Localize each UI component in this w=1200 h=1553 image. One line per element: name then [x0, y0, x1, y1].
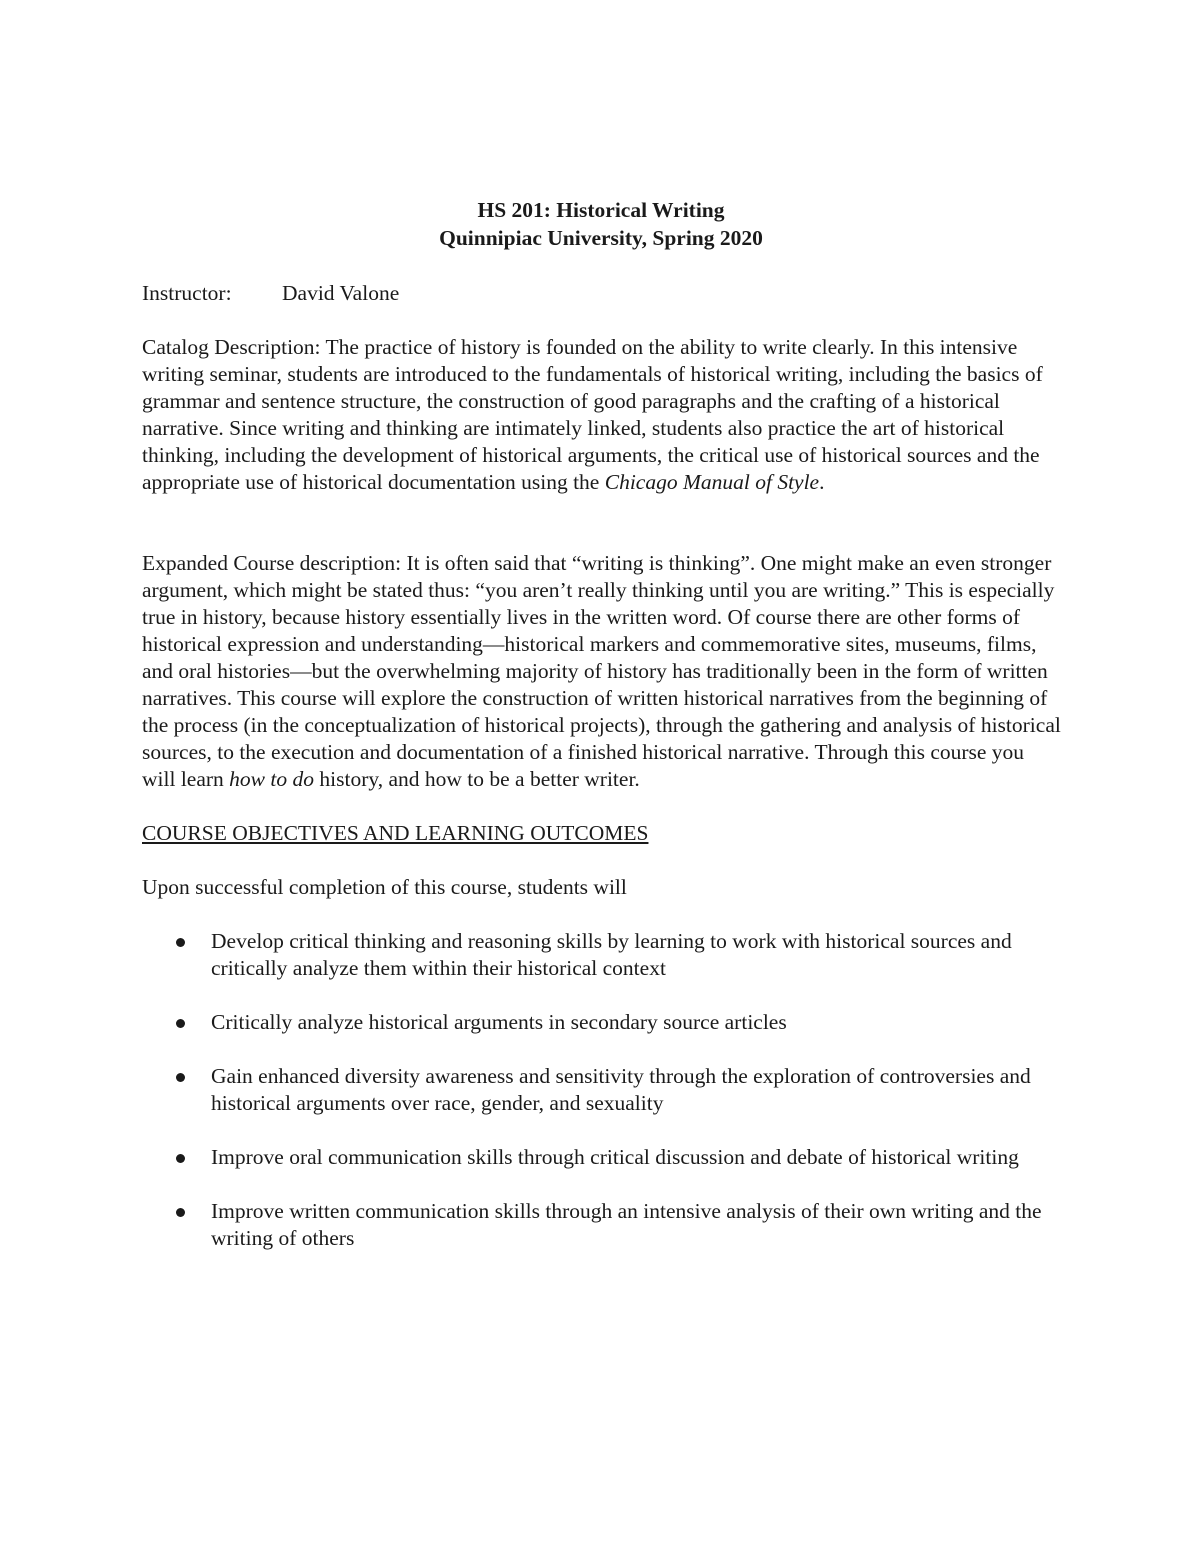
list-item — [142, 1063, 1062, 1117]
catalog-text: Catalog Description: The practice of history is founded on the ability to write clearly. In this intensive writing seminar, students are introduced to the fundamentals of historical writing, including the basics of grammar and sentence structure, the construction of good paragraphs and the crafting of a historical narrative. Since writing and thinking are intimately linked, students also practice the art of historical thinking, including the development of historical arguments, the critical use of historical sources and the appropriate use of historical documentation using the — [142, 335, 1043, 494]
outcome-text: Gain enhanced diversity awareness and sensitivity through the exploration of controversies and historical arguments over race, gender, and sexuality — [211, 1064, 1031, 1115]
bullet-icon — [176, 1019, 185, 1028]
bullet-icon — [176, 938, 185, 947]
catalog-end: . — [819, 470, 825, 494]
objectives-heading: COURSE OBJECTIVES AND LEARNING OUTCOMES — [142, 821, 649, 845]
list-item — [142, 928, 1062, 982]
outcome-text: Improve written communication skills through an intensive analysis of their own writing and the writing of others — [211, 1199, 1042, 1250]
expanded-italic: how to do — [229, 767, 314, 791]
catalog-description — [142, 334, 1062, 496]
list-item — [142, 1198, 1062, 1252]
institution-term: Quinnipiac University, Spring 2020 — [439, 226, 763, 250]
objectives-intro: Upon successful completion of this course, students will — [142, 875, 627, 899]
outcome-text: Critically analyze historical arguments in secondary source articles — [211, 1010, 787, 1034]
list-item — [142, 1009, 1062, 1036]
expanded-text-before: Expanded Course description: It is often said that “writing is thinking”. One might make an even stronger argument, which might be stated thus: “you aren’t really thinking until you are writing.” This is especially true in history, because history essentially lives in the written word. Of course there are other forms of historical expression and understanding—historical markers and commemorative sites, museums, films, and oral histories—but the overwhelming majority of history has traditionally been in the form of written narratives. This course will explore the construction of written historical narratives from the beginning of the process (in the conceptualization of historical projects), through the gathering and analysis of historical sources, to the execution and documentation of a finished historical narrative. Through this course you will learn — [142, 551, 1061, 791]
expanded-text-after: history, and how to be a better writer. — [314, 767, 640, 791]
outcome-text: Develop critical thinking and reasoning skills by learning to work with historical sources and critically analyze them within their historical context — [211, 929, 1012, 980]
title-block — [140, 196, 1062, 252]
course-title: HS 201: Historical Writing — [477, 198, 725, 222]
bullet-icon — [176, 1154, 185, 1163]
expanded-description — [142, 550, 1062, 793]
list-item — [142, 1144, 1062, 1171]
outcome-text: Improve oral communication skills through critical discussion and debate of historical writing — [211, 1145, 1019, 1169]
bullet-icon — [176, 1073, 185, 1082]
outcomes-list — [142, 928, 1062, 1252]
instructor-name: David Valone — [282, 281, 400, 305]
instructor-row — [142, 280, 1062, 307]
syllabus-page — [142, 196, 1062, 1279]
instructor-label: Instructor: — [142, 281, 232, 305]
catalog-italic-title: Chicago Manual of Style — [604, 470, 820, 494]
bullet-icon — [176, 1208, 185, 1217]
